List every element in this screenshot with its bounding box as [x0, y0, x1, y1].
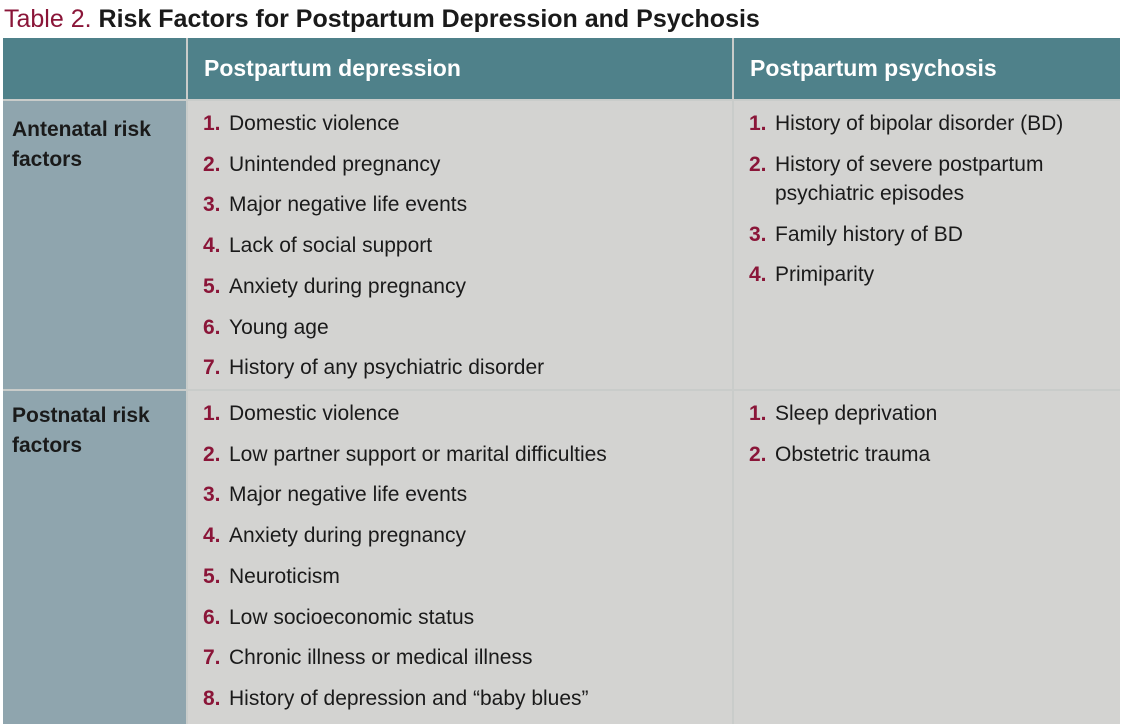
item-number: 7. [203, 356, 221, 379]
item-number: 3. [203, 483, 221, 506]
item-text: Neuroticism [229, 565, 340, 588]
list-item [203, 231, 432, 261]
list-item [203, 440, 607, 470]
list-item [749, 399, 937, 429]
table-number: Table 2. [4, 5, 92, 33]
item-text: Obstetric trauma [775, 443, 931, 466]
item-number: 8. [203, 687, 221, 710]
item-number: 2. [749, 443, 767, 466]
item-number: 5. [203, 275, 221, 298]
list-item [203, 562, 340, 592]
antenatal-psychosis-cell [734, 101, 1120, 389]
item-text: Young age [229, 316, 329, 339]
list-item [749, 220, 963, 250]
list-item [203, 643, 532, 673]
item-text: History of severe postpartum [775, 153, 1044, 176]
list-item [749, 150, 1043, 180]
item-text: History of depression and “baby blues” [229, 687, 589, 710]
list-item [203, 109, 399, 139]
list-item [749, 109, 1063, 139]
item-text: Unintended pregnancy [229, 153, 441, 176]
table-title-text: Risk Factors for Postpartum Depression and Psychosis [98, 5, 760, 33]
item-number: 4. [203, 524, 221, 547]
item-number: 4. [203, 234, 221, 257]
item-text: Domestic violence [229, 112, 400, 135]
header-depression-label: Postpartum depression [204, 55, 461, 81]
item-number: 2. [749, 153, 767, 176]
antenatal-depression-cell [188, 101, 732, 389]
item-number: 6. [203, 606, 221, 629]
item-number: 3. [749, 223, 767, 246]
item-text: Primiparity [775, 263, 875, 286]
list-item [203, 150, 440, 180]
postnatal-depression-cell [188, 391, 732, 724]
item-text: Low socioeconomic status [229, 606, 475, 629]
list-item [749, 440, 930, 470]
item-number: 7. [203, 646, 221, 669]
item-number: 2. [203, 443, 221, 466]
item-number: 5. [203, 565, 221, 588]
list-item [203, 684, 589, 714]
item-number: 1. [203, 402, 221, 425]
item-text: psychiatric episodes [775, 182, 965, 205]
list-item [203, 313, 329, 343]
item-number: 1. [203, 112, 221, 135]
header-psychosis-label: Postpartum psychosis [750, 55, 997, 81]
list-item [203, 399, 399, 429]
list-item [203, 603, 474, 633]
list-item [203, 272, 466, 302]
row-header-postnatal [3, 391, 186, 724]
item-text: Anxiety during pregnancy [229, 275, 466, 298]
item-number: 2. [203, 153, 221, 176]
item-text: Chronic illness or medical illness [229, 646, 533, 669]
item-text: Major negative life events [229, 193, 468, 216]
table-title [4, 4, 760, 38]
item-text: Major negative life events [229, 483, 468, 506]
header-psychosis-cell [734, 38, 1120, 99]
list-item [203, 480, 467, 510]
item-text: Sleep deprivation [775, 402, 938, 425]
item-text: Domestic violence [229, 402, 400, 425]
item-number: 3. [203, 193, 221, 216]
row-label-antenatal: Antenatal risk factors [12, 118, 151, 171]
item-number: 1. [749, 402, 767, 425]
list-item [203, 353, 544, 383]
risk-factors-table [3, 38, 1120, 724]
item-number: 4. [749, 263, 767, 286]
list-item [203, 521, 466, 551]
item-text: Lack of social support [229, 234, 433, 257]
list-item-continuation [775, 179, 964, 209]
postnatal-psychosis-cell [734, 391, 1120, 724]
item-number: 6. [203, 316, 221, 339]
list-item [203, 190, 467, 220]
item-text: History of any psychiatric disorder [229, 356, 545, 379]
item-text: Anxiety during pregnancy [229, 524, 466, 547]
row-label-postnatal: Postnatal risk factors [12, 404, 150, 457]
item-text: Family history of BD [775, 223, 963, 246]
list-item [749, 260, 874, 290]
item-text: Low partner support or marital difficulties [229, 443, 607, 466]
header-corner-cell [3, 38, 186, 99]
item-number: 1. [749, 112, 767, 135]
item-text: History of bipolar disorder (BD) [775, 112, 1064, 135]
row-header-antenatal [3, 101, 186, 389]
header-depression-cell [188, 38, 732, 99]
